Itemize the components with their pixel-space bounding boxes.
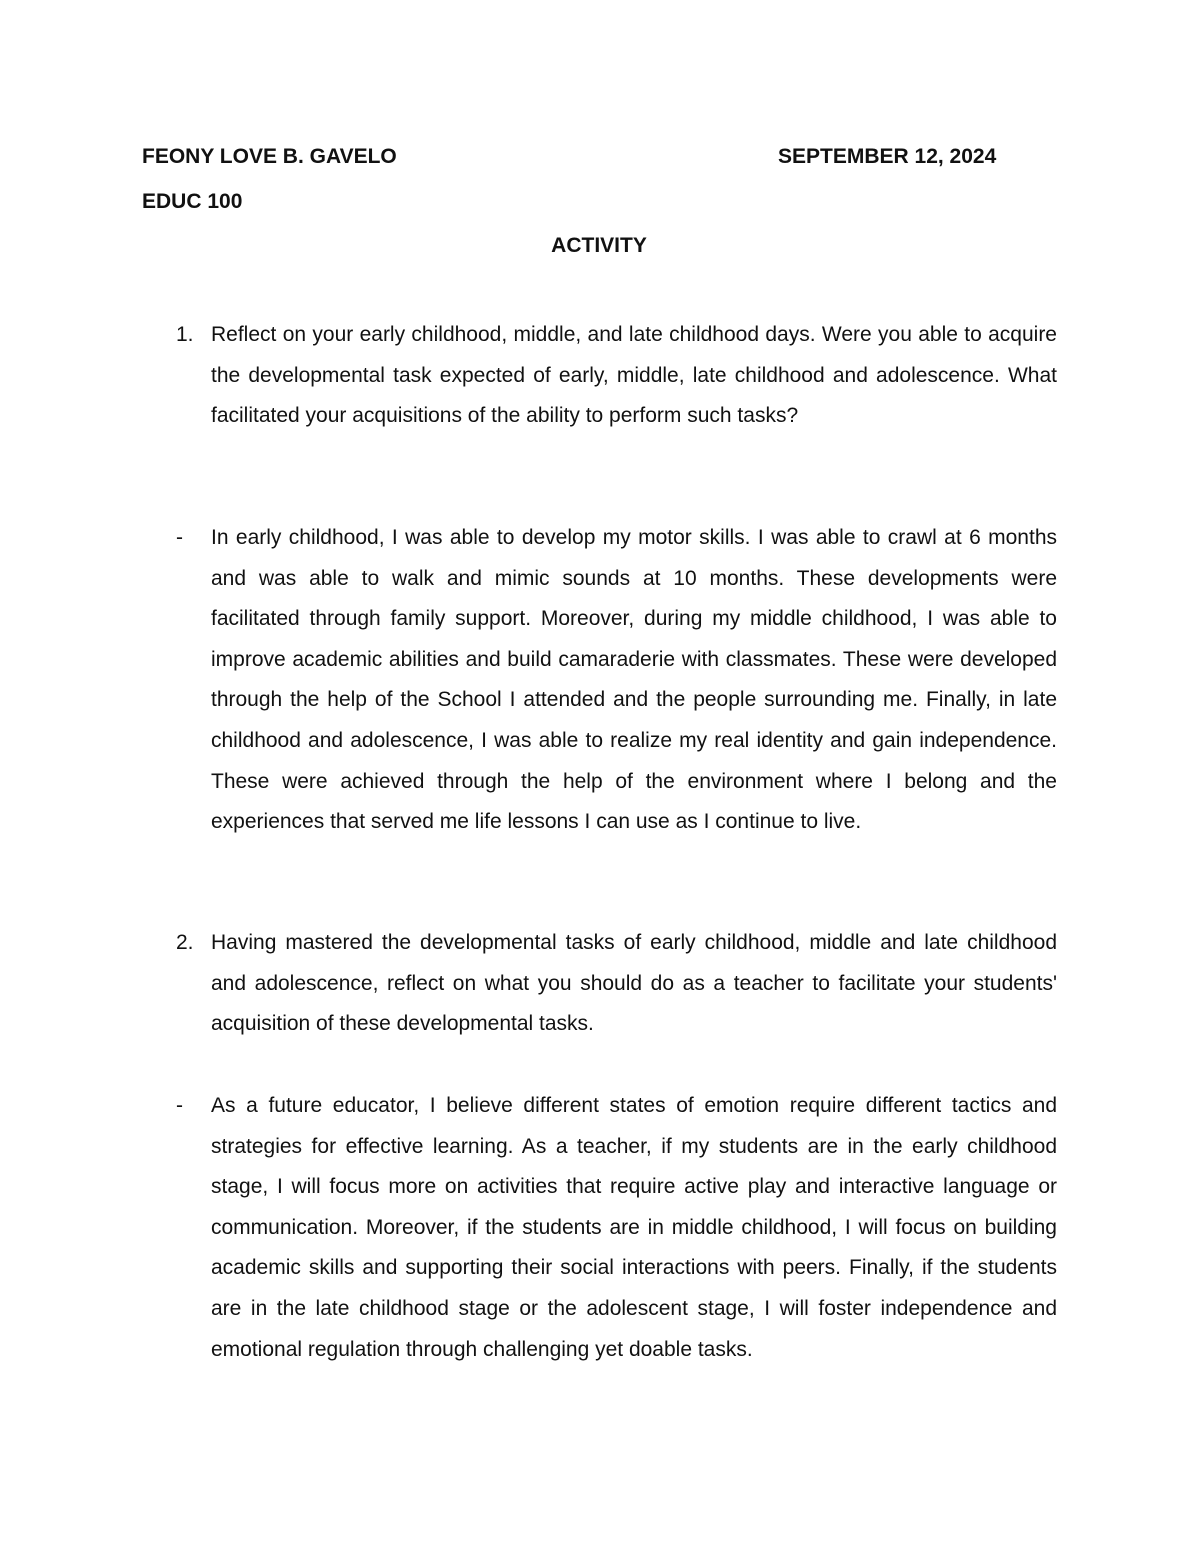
student-name: FEONY LOVE B. GAVELO [142, 145, 397, 168]
answer-1-text: In early childhood, I was able to develop my motor skills. I was able to crawl at 6 months and was able to walk and mimic sounds at 10 months. These developments were facilitated through family support. Moreover, during my middle childhood, I was able to improve academic abilities and build camaraderie with classmates. These were developed through the help of the School I attended and the people surrounding me. Finally, in late childhood and adolescence, I was able to realize my real identity and gain independence. These were achieved through the help of the environment where I belong and the experiences that served me life lessons I can use as I continue to live. [211, 526, 1057, 834]
question-1-number: 1. [176, 323, 194, 346]
course-code: EDUC 100 [142, 190, 243, 213]
document-date: SEPTEMBER 12, 2024 [778, 145, 997, 168]
answer-2-text: As a future educator, I believe different states of emotion require different tactics and strategies for effective learning. As a teacher, if my students are in the early childhood stage, I will focus more on activities that require active play and interactive language or communication. Moreover, if the students are in middle childhood, I will focus on building academic skills and supporting their social interactions with peers. Finally, if the students are in the late childhood stage or the adolescent stage, I will foster independence and emotional regulation through challenging yet doable tasks. [211, 1094, 1057, 1361]
answer-1-dash: - [176, 526, 183, 549]
question-2-text: Having mastered the developmental tasks of early childhood, middle and late childhood and adolescence, reflect on what you should do as a teacher to facilitate your students' acquisition of these developmental tasks. [211, 931, 1057, 1036]
answer-2-dash: - [176, 1094, 183, 1117]
question-2-number: 2. [176, 931, 194, 954]
question-1-text: Reflect on your early childhood, middle, and late childhood days. Were you able to acquire the developmental task expected of early, middle, late childhood and adolescence. What facilitated your acquisitions of the ability to perform such tasks? [211, 323, 1057, 428]
page-title: ACTIVITY [551, 234, 647, 257]
